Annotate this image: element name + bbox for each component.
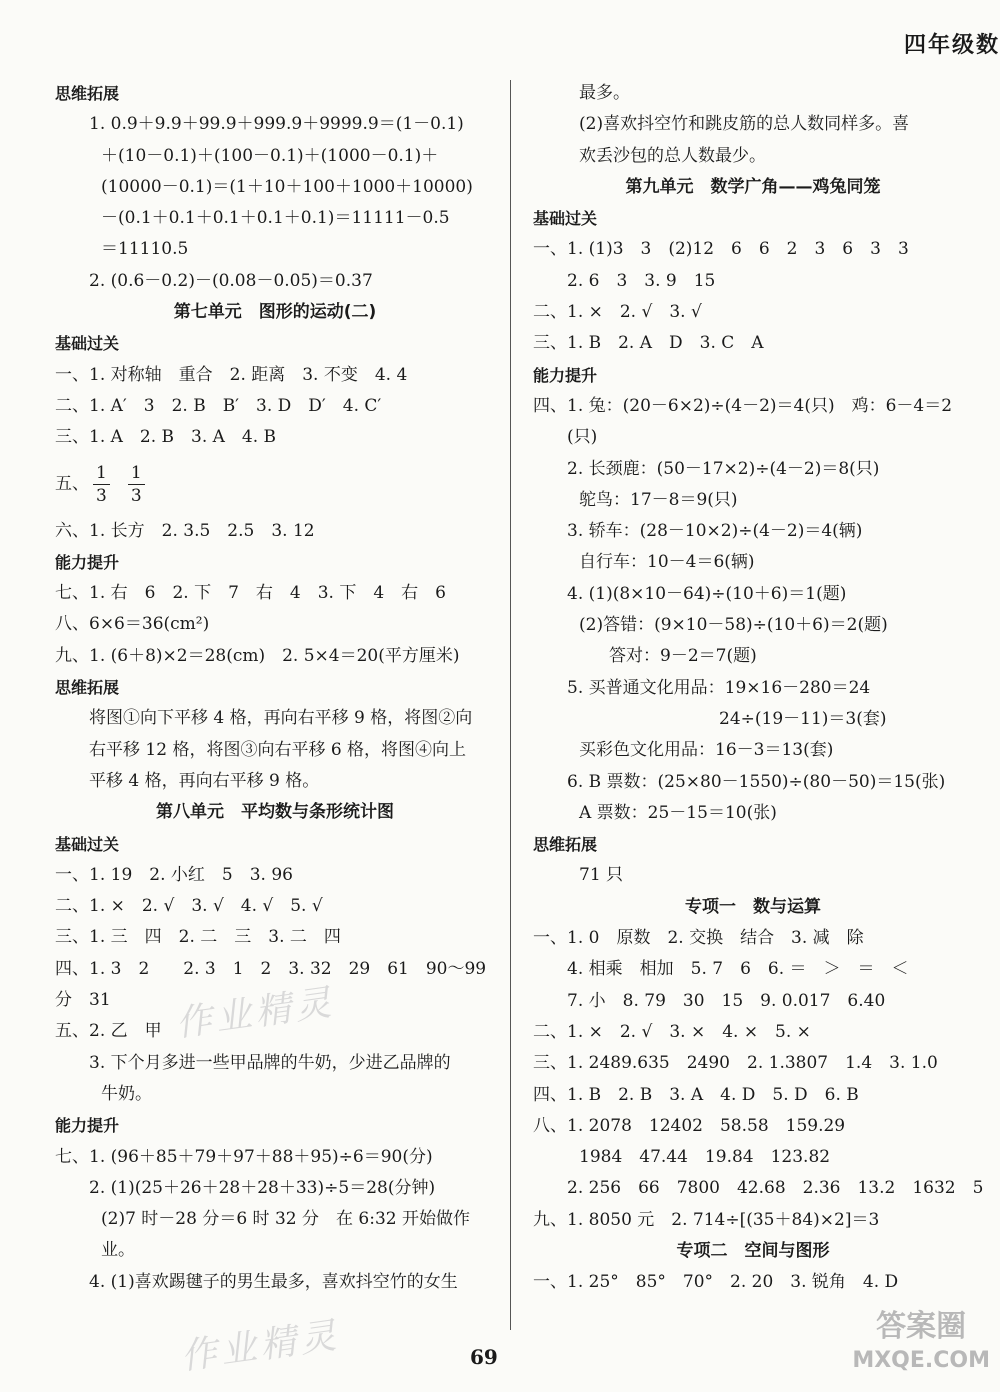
answer-line: 八、1. 2078 12402 58.58 159.29: [533, 1115, 846, 1136]
answer-line: 牛奶。: [101, 1083, 152, 1104]
fraction: [128, 462, 145, 507]
answer-line: 七、1. (96＋85＋79＋97＋88＋95)÷6＝90(分): [55, 1146, 433, 1167]
watermark: 作业精灵: [173, 982, 338, 1045]
answer-line: ＋(10－0.1)＋(100－0.1)＋(1000－0.1)＋: [101, 145, 439, 166]
section-heading: 能力提升: [55, 552, 120, 572]
section-heading: 思维拓展: [55, 84, 120, 103]
answer-line: 九、1. (6＋8)×2＝28(cm) 2. 5×4＝20(平方厘米): [55, 645, 460, 666]
watermark: 作业精灵: [178, 1315, 343, 1378]
answer-line: 2. (1)(25＋26＋28＋28＋33)÷5＝28(分钟): [89, 1177, 436, 1198]
fraction-numerator: 1: [93, 462, 110, 485]
unit-title: 第七单元 图形的运动(二): [173, 302, 377, 323]
answer-line: 6. B 票数：(25×80－1550)÷(80－50)＝15(张): [567, 771, 946, 792]
answer-line: 5. 买普通文化用品：19×16－280＝24: [567, 677, 871, 698]
unit-title: 专项二 空间与图形: [676, 1240, 830, 1261]
fraction: [93, 462, 110, 507]
answer-line: 欢丢沙包的总人数最少。: [579, 145, 766, 166]
answer-line: 答对：9－2＝7(题): [609, 646, 757, 667]
answer-line: A 票数：25－15＝10(张): [579, 802, 777, 823]
answer-line: －(0.1＋0.1＋0.1＋0.1＋0.1)＝11111－0.5: [101, 208, 450, 229]
answer-line: 分 31: [55, 990, 111, 1011]
column-divider: [510, 80, 511, 1330]
answer-line: 一、1. 对称轴 重合 2. 距离 3. 不变 4. 4: [55, 364, 408, 385]
answer-line: 一、1. 25° 85° 70° 2. 20 3. 锐角 4. D: [533, 1272, 899, 1293]
answer-line: 五、2. 乙 甲: [55, 1021, 162, 1042]
answer-line: 右平移 12 格，将图③向右平移 6 格，将图④向上: [89, 739, 467, 760]
answer-line: 平移 4 格，再向右平移 9 格。: [89, 770, 320, 791]
answer-line: 二、1. × 2. √ 3. × 4. × 5. ×: [533, 1021, 811, 1042]
section-heading: 能力提升: [533, 365, 598, 385]
answer-line: 三、1. 2489.635 2490 2. 1.3807 1.4 3. 1.0: [533, 1053, 938, 1074]
fraction-answer-line: [55, 454, 495, 516]
answer-line: 2. (0.6－0.2)－(0.08－0.05)＝0.37: [89, 270, 373, 291]
answer-line: 四、1. 3 2 2. 3 1 2 3. 32 29 61 90～99: [55, 958, 487, 979]
answer-line: 最多。: [579, 83, 630, 103]
answer-line: 三、1. A 2. B 3. A 4. B: [55, 427, 277, 448]
unit-title: 专项一 数与运算: [685, 896, 821, 917]
fraction-denominator: 3: [130, 486, 142, 507]
answer-line: 四、1. B 2. B 3. A 4. D 5. D 6. B: [533, 1084, 859, 1105]
site-watermark: [852, 1310, 990, 1378]
right-column: [533, 78, 984, 1299]
section-heading: 基础过关: [533, 209, 598, 229]
fraction-denominator: 3: [96, 486, 107, 507]
answer-line: 24÷(19－11)＝3(套): [719, 708, 887, 729]
answer-line: (10000－0.1)＝(1＋10＋100＋1000＋10000): [101, 176, 473, 197]
answer-line: 2. 6 3 3. 9 15: [567, 270, 716, 291]
answer-line: 1984 47.44 19.84 123.82: [579, 1147, 831, 1168]
answer-line: 自行车：10－4＝6(辆): [579, 552, 755, 573]
answer-line: (2)喜欢抖空竹和跳皮筋的总人数同样多。喜: [579, 114, 910, 135]
site-watermark-bottom: MXQE.COM: [852, 1348, 990, 1373]
fraction-numerator: 1: [128, 462, 145, 485]
book-grade-header: 四年级数: [903, 32, 1000, 58]
left-column: [55, 78, 495, 1298]
answer-line: 七、1. 右 6 2. 下 7 右 4 3. 下 4 右 6: [55, 583, 446, 604]
page-number: 69: [470, 1345, 498, 1369]
section-heading: 思维拓展: [55, 678, 120, 698]
answer-line: 1. 0.9＋9.9＋99.9＋999.9＋9999.9＝(1－0.1): [89, 114, 464, 135]
answer-line: 三、1. 三 四 2. 二 三 3. 二 四: [55, 927, 341, 948]
section-heading: 能力提升: [55, 1116, 120, 1136]
answer-line: 4. 相乘 相加 5. 7 6 6. ＝ ＞ ＝ ＜: [567, 959, 909, 980]
unit-title: 第八单元 平均数与条形统计图: [156, 802, 394, 823]
answer-line: 二、1. × 2. √ 3. √: [533, 302, 702, 323]
answer-line: 4. (1)喜欢踢毽子的男生最多，喜欢抖空竹的女生: [89, 1271, 458, 1292]
answer-line: 二、1. × 2. √ 3. √ 4. √ 5. √: [55, 896, 323, 917]
answer-line: 2. 长颈鹿：(50－17×2)÷(4－2)＝8(只): [567, 458, 880, 479]
answer-line: 一、1. 0 原数 2. 交换 结合 3. 减 除: [533, 928, 864, 949]
answer-line: 3. 下个月多进一些甲品牌的牛奶，少进乙品牌的: [89, 1052, 451, 1073]
answer-line: (只): [567, 427, 598, 448]
answer-line: 鸵鸟：17－8＝9(只): [579, 489, 738, 510]
answer-line: 4. (1)(8×10－64)÷(10＋6)＝1(题): [567, 583, 847, 604]
answer-line: 一、1. 19 2. 小红 5 3. 96: [55, 864, 293, 885]
answer-line: (2)7 时－28 分＝6 时 32 分 在 6:32 开始做作: [101, 1209, 470, 1230]
answer-line: 六、1. 长方 2. 3.5 2.5 3. 12: [55, 520, 315, 541]
answer-line: 业。: [101, 1240, 135, 1261]
answer-line: 将图①向下平移 4 格，再向右平移 9 格，将图②向: [89, 708, 473, 729]
answer-line: 八、6×6＝36(cm²): [55, 614, 210, 635]
section-heading: 思维拓展: [533, 835, 598, 855]
answer-line: 71 只: [579, 865, 624, 886]
answer-line: 2. 256 66 7800 42.68 2.36 13.2 1632 5: [567, 1178, 984, 1199]
answer-line: 九、1. 8050 元 2. 714÷[(35＋84)×2]＝3: [533, 1209, 880, 1230]
answer-line: 买彩色文化用品：16－3＝13(套): [579, 740, 834, 761]
section-heading: 基础过关: [55, 334, 120, 354]
answer-line: 3. 轿车：(28－10×2)÷(4－2)＝4(辆): [567, 521, 863, 542]
answer-line: 7. 小 8. 79 30 15 9. 0.017 6.40: [567, 990, 886, 1011]
section-heading: 基础过关: [55, 834, 120, 854]
answer-line: 四、1. 兔：(20－6×2)÷(4－2)＝4(只) 鸡：6－4＝2: [533, 395, 953, 416]
site-watermark-top: 答案圈: [876, 1309, 967, 1344]
unit-title: 第九单元 数学广角——鸡兔同笼: [625, 176, 881, 197]
answer-line: 二、1. A′ 3 2. B B′ 3. D D′ 4. C′: [55, 395, 382, 416]
answer-line: 三、1. B 2. A D 3. C A: [533, 333, 764, 354]
answer-prefix: 五、: [55, 473, 89, 494]
answer-line: ＝11110.5: [101, 239, 189, 260]
answer-line: (2)答错：(9×10－58)÷(10＋6)＝2(题): [579, 615, 888, 636]
answer-line: 一、1. (1)3 3 (2)12 6 6 2 3 6 3 3: [533, 239, 909, 260]
